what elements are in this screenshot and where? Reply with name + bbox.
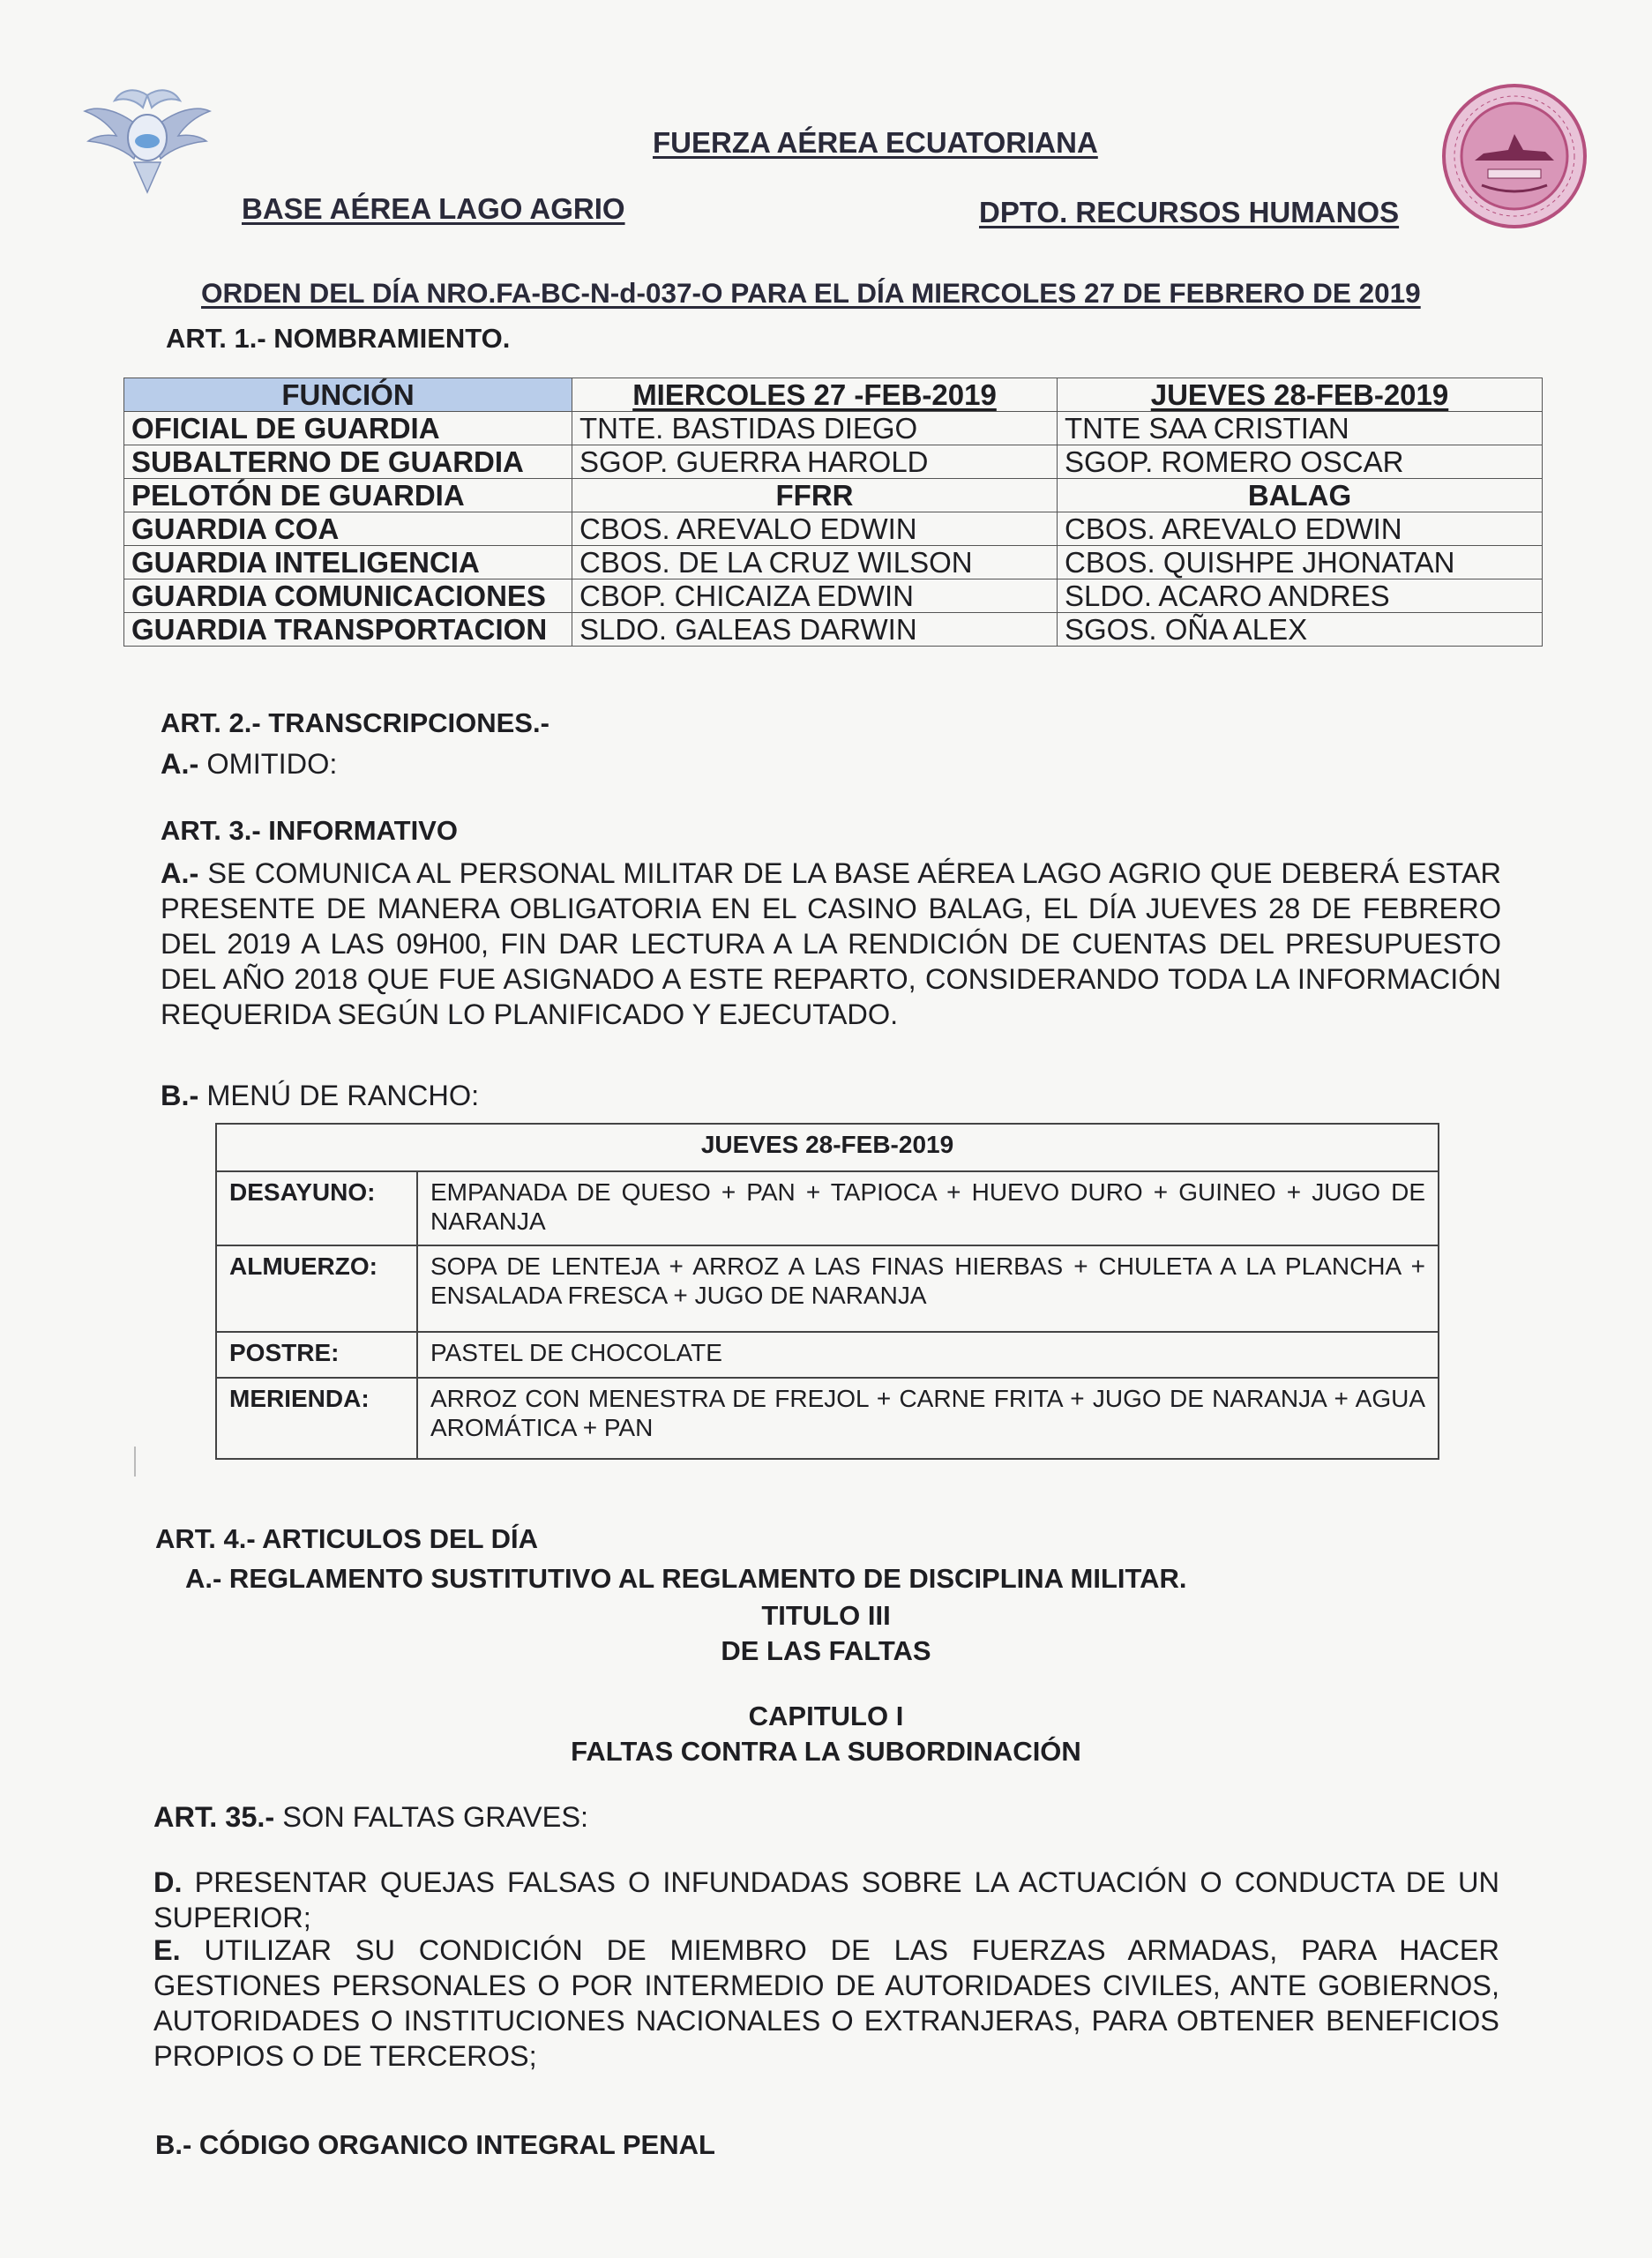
menu-day-header: JUEVES 28-FEB-2019 [216,1124,1439,1171]
org-title: FUERZA AÉREA ECUATORIANA [653,126,1098,159]
table-row [216,1171,1439,1245]
dish-cell: ARROZ CON MENESTRA DE FREJOL + CARNE FRITA + JUGO DE NARANJA + AGUA AROMÁTICA + PAN [417,1378,1439,1459]
item-label: E. [153,1934,181,1966]
table-header-row [216,1124,1439,1171]
header-day1: MIERCOLES 27 -FEB-2019 [572,378,1058,412]
assignee-cell: TNTE SAA CRISTIAN [1058,412,1543,445]
art2-item-a [161,746,337,781]
meal-cell: DESAYUNO: [216,1171,417,1245]
dish-cell: SOPA DE LENTEJA + ARROZ A LAS FINAS HIERBAS + CHULETA A LA PLANCHA + ENSALADA FRESCA + JUGO DE NARANJA [417,1245,1439,1332]
function-cell: SUBALTERNO DE GUARDIA [124,445,572,479]
dept-name: DPTO. RECURSOS HUMANOS [979,196,1400,228]
assignee-cell: SGOP. GUERRA HAROLD [572,445,1058,479]
item-label: B.- [161,1080,199,1111]
assignee-cell: SLDO. GALEAS DARWIN [572,613,1058,647]
function-cell: GUARDIA COMUNICACIONES [124,579,572,613]
meal-cell: POSTRE: [216,1332,417,1378]
art1-title: ART. 1.- NOMBRAMIENTO. [166,323,511,354]
table-row [124,546,1543,579]
assignee-cell: CBOS. DE LA CRUZ WILSON [572,546,1058,579]
item-label: D. [153,1866,183,1898]
art4-item-b-title: B.- CÓDIGO ORGANICO INTEGRAL PENAL [155,2129,715,2160]
item-label: A.- [161,748,199,780]
assignee-cell: SGOP. ROMERO OSCAR [1058,445,1543,479]
table-row [124,579,1543,613]
titulo-heading: TITULO III [761,1600,891,1631]
table-header-row [124,378,1543,412]
fault-item-e [153,1933,1499,2074]
item-text: SE COMUNICA AL PERSONAL MILITAR DE LA BASE AÉREA LAGO AGRIO QUE DEBERÁ ESTAR PRESENTE DE MANERA OBLIGATORIA EN EL CASINO BALAG, EL DÍA JUEVES 28 DE FEBRERO DEL 2019 A LAS 09H00, FIN DAR LECTURA A LA RENDICIÓN DE CUENTAS DEL PRESUPUESTO DEL AÑO 2018 QUE FUE ASIGNADO A ESTE REPARTO, CONSIDERANDO TODA LA INFORMACIÓN REQUERIDA SEGÚN LO PLANIFICADO Y EJECUTADO. [161,857,1501,1030]
base-seal-icon [1439,81,1589,231]
margin-mark [134,1447,136,1477]
titulo-name: DE LAS FALTAS [721,1635,931,1666]
table-row [124,479,1543,512]
table-row [124,613,1543,647]
capitulo-heading: CAPITULO I [748,1701,904,1731]
header-day2: JUEVES 28-FEB-2019 [1058,378,1543,412]
air-force-wings-emblem-icon [81,78,213,201]
table-row [124,512,1543,546]
table-row [216,1332,1439,1378]
art3-item-a [161,856,1501,1032]
meal-cell: MERIENDA: [216,1378,417,1459]
art3-item-b [161,1078,479,1113]
item-label: ART. 35.- [153,1801,275,1833]
header-function: FUNCIÓN [124,378,572,412]
table-row [124,412,1543,445]
item-text: OMITIDO: [198,748,338,780]
assignee-cell: SGOS. OÑA ALEX [1058,613,1543,647]
item-text: PRESENTAR QUEJAS FALSAS O INFUNDADAS SOBRE LA ACTUACIÓN O CONDUCTA DE UN SUPERIOR; [153,1866,1499,1933]
base-name: BASE AÉREA LAGO AGRIO [242,192,625,225]
function-cell: GUARDIA COA [124,512,572,546]
item-text: SON FALTAS GRAVES: [274,1801,589,1833]
art4-title: ART. 4.- ARTICULOS DEL DÍA [155,1523,539,1554]
dish-cell: PASTEL DE CHOCOLATE [417,1332,1439,1378]
order-title: ORDEN DEL DÍA NRO.FA-BC-N-d-037-O PARA EL DÍA MIERCOLES 27 DE FEBRERO DE 2019 [201,277,1421,309]
dish-cell: EMPANADA DE QUESO + PAN + TAPIOCA + HUEVO DURO + GUINEO + JUGO DE NARANJA [417,1171,1439,1245]
fault-item-d [153,1865,1499,1935]
function-cell: OFICIAL DE GUARDIA [124,412,572,445]
table-row [216,1378,1439,1459]
assignee-cell: CBOP. CHICAIZA EDWIN [572,579,1058,613]
capitulo-name: FALTAS CONTRA LA SUBORDINACIÓN [571,1736,1081,1767]
function-cell: GUARDIA INTELIGENCIA [124,546,572,579]
art4-item-a-title: A.- REGLAMENTO SUSTITUTIVO AL REGLAMENTO DE DISCIPLINA MILITAR. [185,1563,1187,1594]
assignee-cell: BALAG [1058,479,1543,512]
assignee-cell: CBOS. AREVALO EDWIN [1058,512,1543,546]
menu-table [215,1123,1439,1460]
assignee-cell: CBOS. AREVALO EDWIN [572,512,1058,546]
table-row [216,1245,1439,1332]
assignee-cell: SLDO. ACARO ANDRES [1058,579,1543,613]
function-cell: GUARDIA TRANSPORTACION [124,613,572,647]
meal-cell: ALMUERZO: [216,1245,417,1332]
assignee-cell: FFRR [572,479,1058,512]
art35-heading [153,1799,588,1835]
art2-title: ART. 2.- TRANSCRIPCIONES.- [161,707,549,738]
item-text: UTILIZAR SU CONDICIÓN DE MIEMBRO DE LAS FUERZAS ARMADAS, PARA HACER GESTIONES PERSONALES O POR INTERMEDIO DE AUTORIDADES CIVILES, ANTE GOBIERNOS, AUTORIDADES O INSTITUCIONES NACIONALES O EXTRANJERAS, PARA OBTENER BENEFICIOS PROPIOS O DE TERCEROS; [153,1934,1499,2072]
assignee-cell: TNTE. BASTIDAS DIEGO [572,412,1058,445]
guard-assignment-table [123,378,1543,647]
function-cell: PELOTÓN DE GUARDIA [124,479,572,512]
item-text: MENÚ DE RANCHO: [198,1080,480,1111]
item-label: A.- [161,857,199,889]
assignee-cell: CBOS. QUISHPE JHONATAN [1058,546,1543,579]
table-row [124,445,1543,479]
art3-title: ART. 3.- INFORMATIVO [161,815,458,846]
